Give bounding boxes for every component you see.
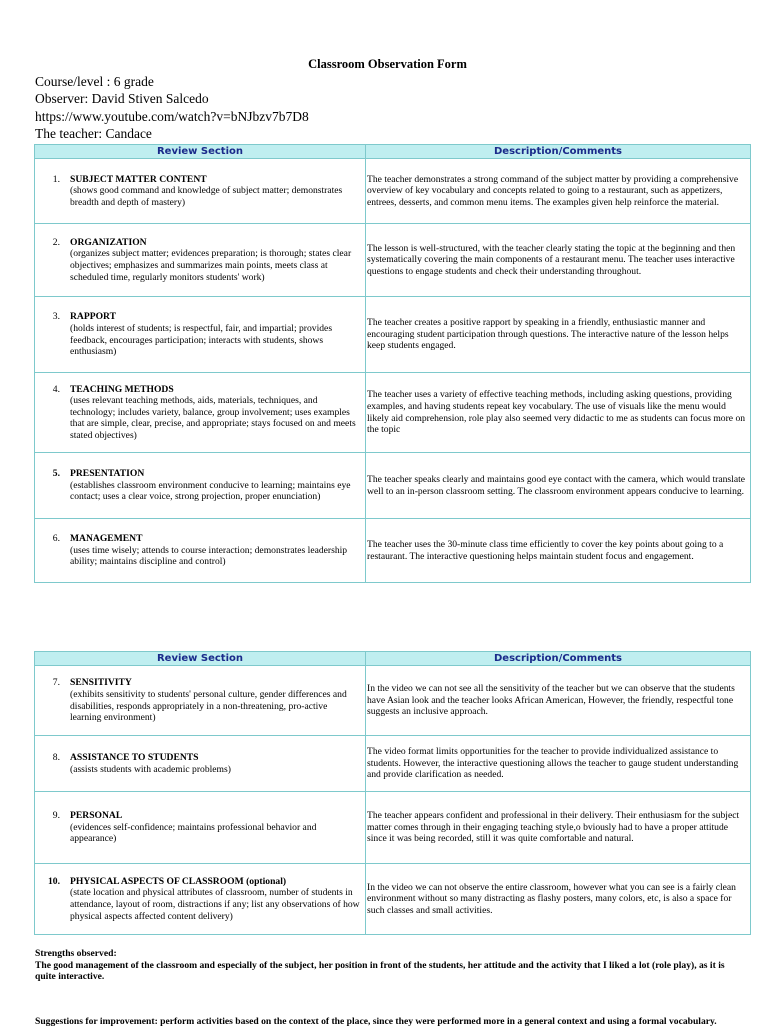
section-detail: (shows good command and knowledge of subject matter; demonstrates breadth and depth of mastery): [70, 185, 343, 208]
table-row: [35, 224, 751, 297]
comment-cell: The lesson is well-structured, with the teacher clearly stating the topic at the beginning and then systematically covering the main components of a restaurant menu. The teacher uses interactive questions to engage students and check their understanding throughout.: [367, 242, 736, 277]
section-detail: (uses time wisely; attends to course interaction; demonstrates leadership ability; maintains discipline and control): [70, 544, 348, 568]
table-row: [35, 373, 751, 453]
comment-cell: The teacher demonstrates a strong command of the subject matter by providing a comprehensive overview of key vocabulary and concepts related to going to a restaurant, such as appetizers, entrees, desserts, and common menu items. The examples given help reinforce the material.: [367, 173, 739, 208]
form-title: Classroom Observation Form: [308, 57, 467, 71]
section-heading: SUBJECT MATTER CONTENT: [70, 173, 207, 185]
section-heading: PERSONAL: [70, 810, 123, 822]
section-heading: RAPPORT: [70, 311, 117, 323]
comment-cell: The teacher speaks clearly and maintains good eye contact with the camera, which would translate well to an in-person classroom setting. The classroom environment appears conducive to learning.: [367, 473, 746, 497]
table-header-row: [35, 652, 751, 666]
comment-cell: The teacher appears confident and professional in their delivery. Their enthusiasm for the subject matter comes through in their engaging teaching style,o bviously had to have a proper attitude since it was being recorded, still it was quite comfortable and natural.: [367, 810, 740, 845]
table-row: [35, 666, 751, 736]
section-heading: PRESENTATION: [70, 468, 145, 480]
strengths-text: The good management of the classroom and especially of the subject, her position in front of the students, her attitude and the activity that I liked a lot (role play), as it is quite interactive.: [35, 959, 725, 983]
section-number: 10.: [48, 875, 60, 887]
section-detail: (organizes subject matter; evidences preparation; is thorough; states clear objectives; emphasizes and summarizes main points, meets class at scheduled time, regularly monitors students' work): [70, 248, 352, 283]
section-heading: MANAGEMENT: [70, 533, 143, 545]
section-heading: PHYSICAL ASPECTS OF CLASSROOM (optional): [70, 875, 287, 887]
table-header-row: [35, 145, 751, 159]
review-section-cell: [35, 810, 365, 845]
comment-cell: In the video we can not observe the entire classroom, however what you can see is a fairly clean environment without so many distracting as flashy posters, many colors, etc, is also a space for such classes and small activities.: [367, 881, 736, 916]
section-heading: SENSITIVITY: [70, 677, 132, 689]
description-comments-header: Description/Comments: [366, 652, 751, 666]
section-detail: (exhibits sensitivity to students' personal culture, gender differences and disabilities, responds appropriately in a non-threatening, pro-active learning environment): [70, 688, 347, 724]
section-detail: (assists students with academic problems): [70, 763, 231, 775]
review-section-cell: [35, 533, 365, 568]
table-row: [35, 297, 751, 373]
section-detail: (establishes classroom environment conducive to learning; maintains eye contact; uses a clear voice, strong projection, proper enunciation): [70, 479, 351, 503]
strengths-label: Strengths observed:: [35, 948, 117, 959]
section-number: 4.: [52, 383, 60, 395]
section-number: 2.: [52, 236, 60, 248]
table-row: [35, 792, 751, 864]
table-row: [35, 736, 751, 792]
section-detail: (holds interest of students; is respectful, fair, and impartial; provides feedback, encourages participation; interacts with students, shows enthusiasm): [70, 322, 333, 358]
section-number: 6.: [52, 533, 60, 545]
review-table-1: [34, 144, 751, 583]
teacher-name: The teacher: Candace: [35, 126, 152, 141]
comment-cell: In the video we can not see all the sensitivity of the teacher but we can observe that the students have Asian look and the teacher looks African American, However, the friendly, respectful tone suggests an inclusive approach.: [367, 683, 735, 718]
section-detail: (uses relevant teaching methods, aids, materials, techniques, and technology; includes variety, balance, group involvement; uses examples that are simple, clear, precise, and appropriate; stays focused on and meets stated objectives): [70, 395, 356, 441]
section-detail: (evidences self-confidence; maintains professional behavior and appearance): [70, 821, 317, 845]
comment-cell: The video format limits opportunities for the teacher to provide individualized assistance to students. However, the interactive questioning allows the teacher to gauge student understanding and provide clarification as needed.: [367, 746, 739, 781]
review-section-header: Review Section: [35, 652, 366, 666]
section-heading: ASSISTANCE TO STUDENTS: [70, 751, 199, 763]
comment-cell: The teacher creates a positive rapport by speaking in a friendly, enthusiastic manner and encouraging student participation through questions. The interactive nature of the lesson helps keep students engaged.: [367, 317, 729, 352]
review-section-cell: [35, 311, 365, 357]
comment-cell: The teacher uses a variety of effective teaching methods, including asking questions, providing examples, and having students repeat key vocabulary. The use of visuals like the menu would likely aid comprehension, role play also seemed very didactic to me as students can focus more on the topic: [367, 389, 746, 436]
review-section-cell: [35, 876, 365, 922]
review-section-cell: [35, 384, 365, 442]
review-section-cell: [35, 174, 365, 209]
section-heading: ORGANIZATION: [70, 236, 147, 248]
section-number: 8.: [52, 751, 60, 763]
video-url: https://www.youtube.com/watch?v=bNJbzv7b7D8: [35, 109, 309, 124]
review-section-cell: [35, 468, 365, 503]
table-row: [35, 519, 751, 583]
review-section-cell: [35, 752, 365, 775]
table-row: [35, 159, 751, 224]
table-row: [35, 864, 751, 935]
section-number: 1.: [52, 173, 60, 185]
review-section-cell: [35, 677, 365, 723]
review-section-cell: [35, 237, 365, 283]
course-level: Course/level : 6 grade: [35, 74, 154, 89]
table-row: [35, 453, 751, 519]
section-heading: TEACHING METHODS: [70, 383, 174, 395]
section-number: 5.: [52, 468, 60, 480]
description-comments-header: Description/Comments: [366, 145, 751, 159]
section-detail: (state location and physical attributes of classroom, number of students in attendance, layout of room, distractions if any; list any observations of how physical aspects affected content delivery): [70, 887, 360, 922]
section-number: 9.: [52, 810, 60, 822]
observer-name: Observer: David Stiven Salcedo: [35, 91, 209, 106]
suggestions-text: Suggestions for improvement: perform activities based on the context of the place, since they were performed more in a general context and using a formal vocabulary.: [35, 1016, 717, 1027]
section-number: 3.: [52, 311, 60, 323]
review-table-2: [34, 651, 751, 935]
comment-cell: The teacher uses the 30-minute class time efficiently to cover the key points about going to a restaurant. The interactive questioning helps maintain student focus and engagement.: [367, 538, 724, 562]
strengths-section: [35, 948, 735, 983]
section-number: 7.: [52, 677, 60, 689]
review-section-header: Review Section: [35, 145, 366, 159]
